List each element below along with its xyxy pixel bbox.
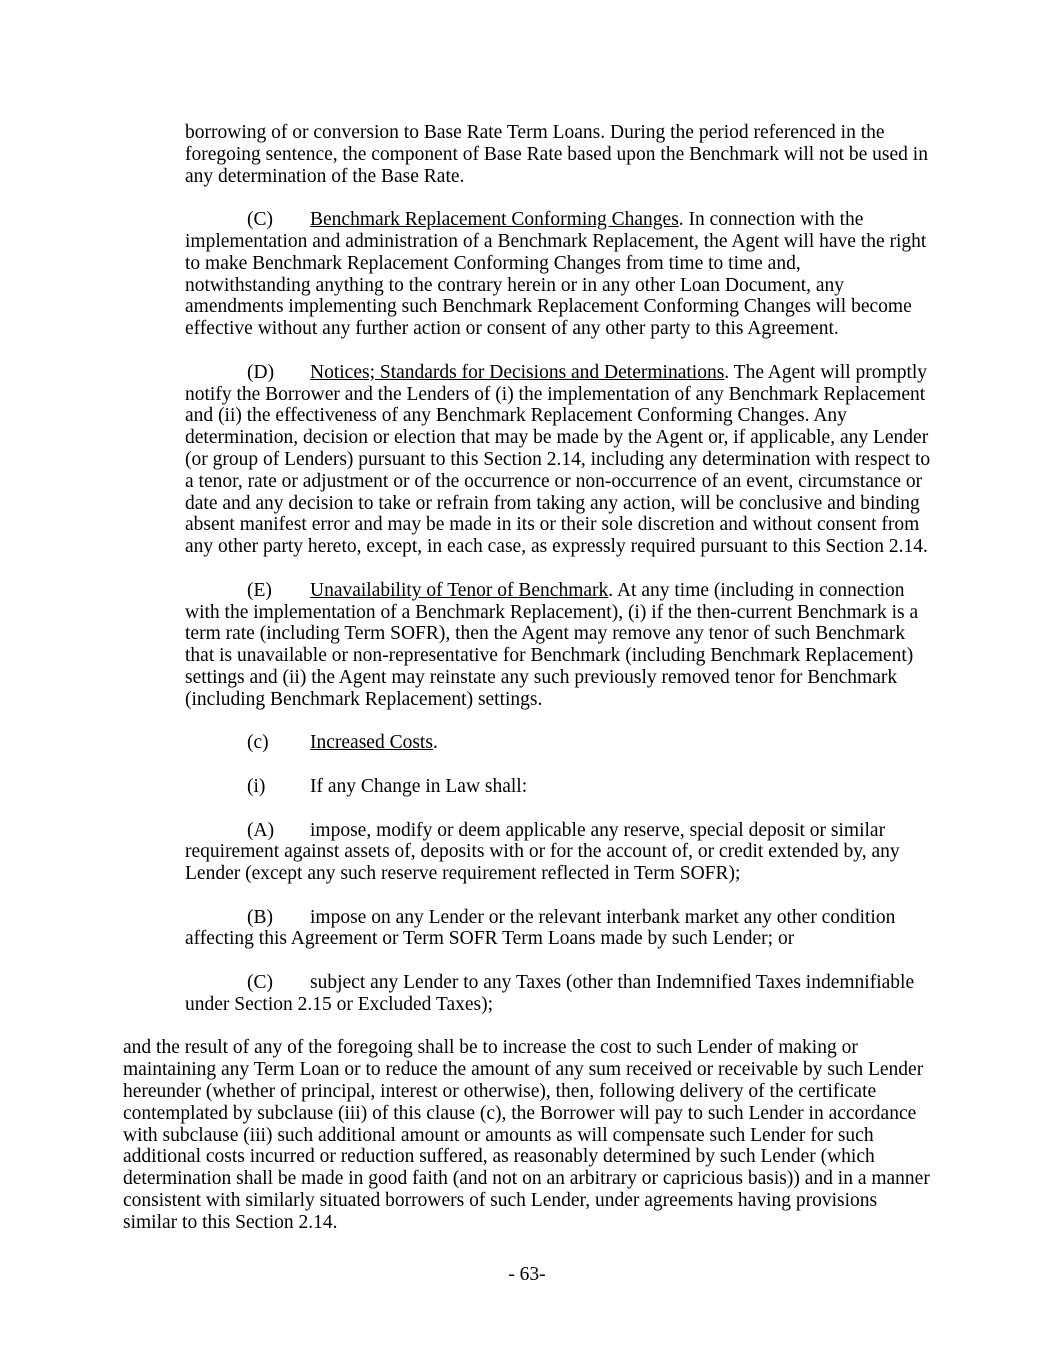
paragraph-e-unavailability-of-tenor (185, 580, 931, 711)
paragraph-text: . The Agent will promptly notify the Borrower and the Lenders of (i) the implementation of any Benchmark Replacement and (ii) the effectiveness of any Benchmark Replacement Conforming Changes. Any determination, decision or election that may be made by the Agent or, if applicable, any Lender (or group of Lenders) pursuant to this Section 2.14, including any determination with respect to a tenor, rate or adjustment or of the occurrence or non-occurrence of an event, circumstance or date and any decision to take or refrain from taking any action, will be conclusive and binding absent manifest error and may be made in its or their sole discretion and without consent from any other party hereto, except, in each case, as expressly required pursuant to this Section 2.14. (185, 361, 931, 558)
clause-label: (C) (247, 972, 273, 994)
clause-label: (i) (247, 775, 266, 797)
paragraph-text: subject any Lender to any Taxes (other than Indemnified Taxes indemnifiable under Section 2.15 or Excluded Taxes); (185, 972, 915, 1015)
paragraph-result-of-foregoing (123, 1037, 931, 1233)
clause-label: (D) (247, 361, 275, 383)
paragraph-d-notices-standards (185, 362, 931, 558)
paragraph-c-benchmark-conforming-changes (185, 209, 931, 340)
page-footer (123, 1264, 931, 1286)
paragraph-text: . In connection with the implementation and administration of a Benchmark Replacement, the Agent will have the right to make Benchmark Replacement Conforming Changes from time to time and, notwithstanding anything to the contrary herein or in any other Loan Document, any amendments implementing such Benchmark Replacement Conforming Changes will become effective without any further action or consent of any other party to this Agreement. (185, 209, 927, 340)
paragraph-text: impose, modify or deem applicable any reserve, special deposit or similar requirement against assets of, deposits with or for the account of, or credit extended by, any Lender (except any such reserve requirement reflected in Term SOFR); (185, 819, 900, 885)
paragraph-text: borrowing of or conversion to Base Rate Term Loans. During the period referenced in the foregoing sentence, the component of Base Rate based upon the Benchmark will not be used in any determination of the Base Rate. (185, 122, 928, 187)
paragraph-c-increased-costs (185, 732, 931, 754)
clause-heading: Benchmark Replacement Conforming Changes (310, 209, 679, 231)
document-body (123, 122, 931, 1255)
paragraph-text: impose on any Lender or the relevant interbank market any other condition affecting this Agreement or Term SOFR Term Loans made by such Lender; or (185, 906, 896, 950)
paragraph-text: . (432, 732, 438, 754)
clause-label: (c) (247, 732, 269, 754)
clause-label: (A) (247, 819, 275, 841)
paragraph-text: and the result of any of the foregoing shall be to increase the cost to such Lender of making or maintaining any Term Loan or to reduce the amount of any sum received or receivable by such Lender hereunder (whether of principal, interest or otherwise), then, following delivery of the certificate contemplated by subclause (iii) of this clause (c), the Borrower will pay to such Lender in accordance with subclause (iii) such additional amount or amounts as will compensate such Lender for such additional costs incurred or reduction suffered, as reasonably determined by such Lender (which determination shall be made in good faith (and not on an arbitrary or capricious basis)) and in a manner consistent with similarly situated borrowers of such Lender, under agreements having provisions similar to this Section 2.14. (123, 1037, 930, 1233)
paragraph-b-impose-condition (185, 907, 931, 951)
paragraph-text: If any Change in Law shall: (310, 775, 528, 797)
clause-label: (E) (247, 579, 272, 601)
clause-heading: Increased Costs (310, 732, 433, 754)
paragraph-base-rate-continuation (185, 122, 931, 187)
paragraph-c-subject-taxes (185, 972, 931, 1016)
clause-label: (B) (247, 906, 273, 928)
paragraph-text: . At any time (including in connection with the implementation of a Benchmark Replacement), (i) if the then-current Benchmark is a term rate (including Term SOFR), then the Agent may remove any tenor of such Benchmark that is unavailable or non-representative for Benchmark (including Benchmark Replacement) settings and (ii) the Agent may reinstate any such previously removed tenor for Benchmark (including Benchmark Replacement) settings. (185, 579, 919, 710)
page-number: - 63- (508, 1264, 546, 1285)
clause-label: (C) (247, 209, 273, 231)
paragraph-a-impose-modify (185, 820, 931, 885)
paragraph-i-change-in-law (185, 776, 931, 798)
clause-heading: Notices; Standards for Decisions and Determinations (310, 361, 725, 383)
clause-heading: Unavailability of Tenor of Benchmark (310, 579, 609, 601)
